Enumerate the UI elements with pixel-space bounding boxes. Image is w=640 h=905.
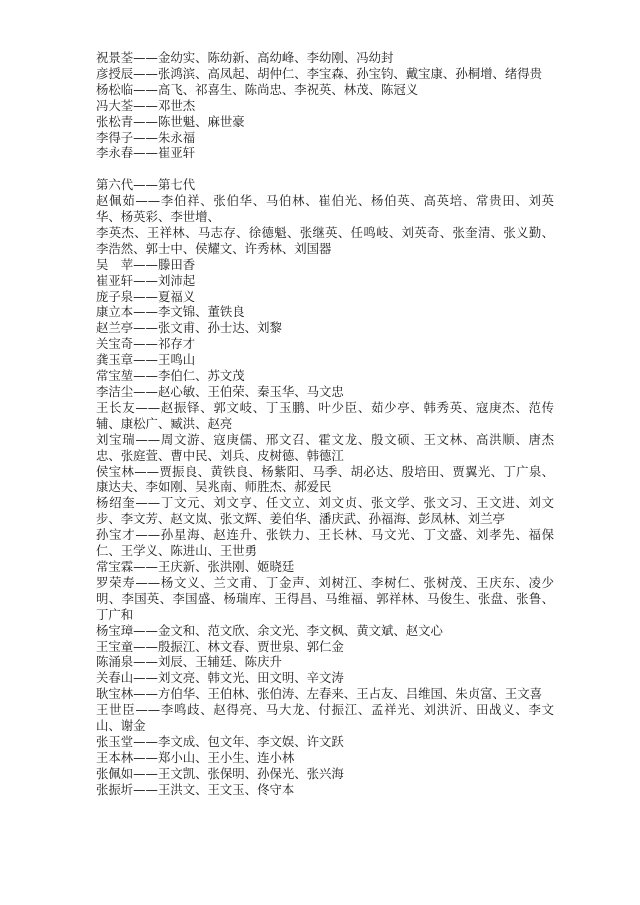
lineage-entry: 冯大荃——邓世杰 [96, 97, 196, 113]
lineage-entry: 张振圻——王洪文、王文玉、佟守本 [96, 781, 295, 797]
lineage-entry: 杨宝璋——金文和、范文欣、余文光、李文枫、黄文斌、赵文心 [96, 622, 443, 638]
lineage-entry: 陈涌泉——刘辰、王辅廷、陈庆升 [96, 654, 282, 670]
lineage-entry: 康立本——李文锦、董铁良 [96, 304, 245, 320]
lineage-entry: 龚玉章——王鸣山 [96, 352, 196, 368]
section-spacer [96, 161, 554, 177]
lineage-entry: 关宝奇——祁存才 [96, 336, 196, 352]
lineage-entry: 赵兰亭——张文甫、孙士达、刘黎 [96, 320, 282, 336]
lineage-entry: 王世臣——李鸣歧、赵得亮、马大龙、付振江、孟祥光、刘洪沂、田战义、李文山、谢金 [96, 702, 554, 734]
lineage-entry: 张佩如——王文凯、张保明、孙保光、张兴海 [96, 765, 344, 781]
lineage-entry: 王宝童——殷振江、林文春、贾世泉、郭仁金 [96, 638, 344, 654]
lineage-entry: 侯宝林——贾振良、黄铁良、杨紫阳、马季、胡必达、殷培田、贾翼光、丁广泉、康达夫、李如刚、吴兆南、师胜杰、郝爱民 [96, 463, 554, 495]
lineage-entry: 常宝堃——李伯仁、苏文茂 [96, 368, 245, 384]
lineage-entry: 张玉堂——李文成、包文年、李文娱、许文跃 [96, 733, 344, 749]
lineage-entry: 耿宝林——方伯华、王伯林、张伯涛、左春来、王占友、吕维国、朱贞富、王文喜 [96, 686, 543, 702]
lineage-entry: 庞子泉——夏福义 [96, 288, 196, 304]
lineage-entry: 李洁尘——赵心敏、王伯荣、秦玉华、马文忠 [96, 384, 344, 400]
lineage-entry: 吴 苹——滕田香 [96, 256, 196, 272]
lineage-section-2 [96, 177, 554, 797]
lineage-entry: 关春山——刘文亮、韩文光、田文明、辛文涛 [96, 670, 344, 686]
document-body [96, 50, 554, 798]
lineage-entry: 刘宝瑞——周文游、寇庚儒、邢文召、霍文龙、殷文硕、王文林、高洪顺、唐杰忠、张庭萱、曹中民、刘兵、皮树德、韩德江 [96, 431, 554, 463]
lineage-entry: 崔亚轩——刘沛起 [96, 272, 196, 288]
lineage-entry: 李英杰、王祥林、马志存、徐德魁、张继英、任鸣岐、刘英奇、张奎清、张义勤、李浩然、郭士中、侯耀文、许秀林、刘国器 [96, 224, 554, 256]
lineage-entry: 王本林——郑小山、王小生、连小林 [96, 749, 295, 765]
lineage-entry: 祝景荃——金幼实、陈幼新、高幼峰、李幼刚、冯幼封 [96, 50, 394, 65]
lineage-entry: 常宝霖——王庆新、张洪刚、姬晓廷 [96, 558, 295, 574]
lineage-entry: 王长友——赵振铎、郭文岐、丁玉鹏、叶少臣、茹少亭、韩秀英、寇庚杰、范传辅、康松广、臧洪、赵亮 [96, 399, 554, 431]
lineage-section-1 [96, 50, 554, 161]
lineage-entry: 彦授辰——张鸿滨、高凤起、胡仲仁、李宝森、孙宝钧、戴宝康、孙桐增、绪得贵 [96, 65, 543, 81]
lineage-entry: 杨松临——高飞、祁喜生、陈尚忠、李祝英、林茂、陈冠义 [96, 81, 419, 97]
lineage-entry: 张松青——陈世魁、麻世豪 [96, 113, 245, 129]
lineage-entry: 孙宝才——孙星海、赵连升、张铁力、王长林、马文光、丁文盛、刘孝先、福保仁、王学义、陈进山、王世勇 [96, 527, 554, 559]
section-heading: 第六代——第七代 [96, 177, 196, 193]
lineage-entry: 赵佩茹——李伯祥、张伯华、马伯林、崔伯光、杨伯英、高英培、常贵田、刘英华、杨英彩、李世增、 [96, 193, 554, 225]
lineage-entry: 李永春——崔亚轩 [96, 145, 196, 161]
lineage-entry: 李得子——朱永福 [96, 129, 196, 145]
lineage-entry: 杨绍奎——丁文元、刘文亨、任文立、刘文贞、张文学、张文习、王文进、刘文步、李文芳、赵文岚、张文辉、姜伯华、潘庆武、孙福海、彭凤林、刘兰亭 [96, 495, 554, 527]
lineage-entry: 罗荣寿——杨文义、兰文甫、丁金声、刘树江、李树仁、张树茂、王庆东、凌少明、李国英、李国盛、杨瑞库、王得昌、马维福、郭祥林、马俊生、张盘、张鲁、丁广和 [96, 574, 554, 622]
